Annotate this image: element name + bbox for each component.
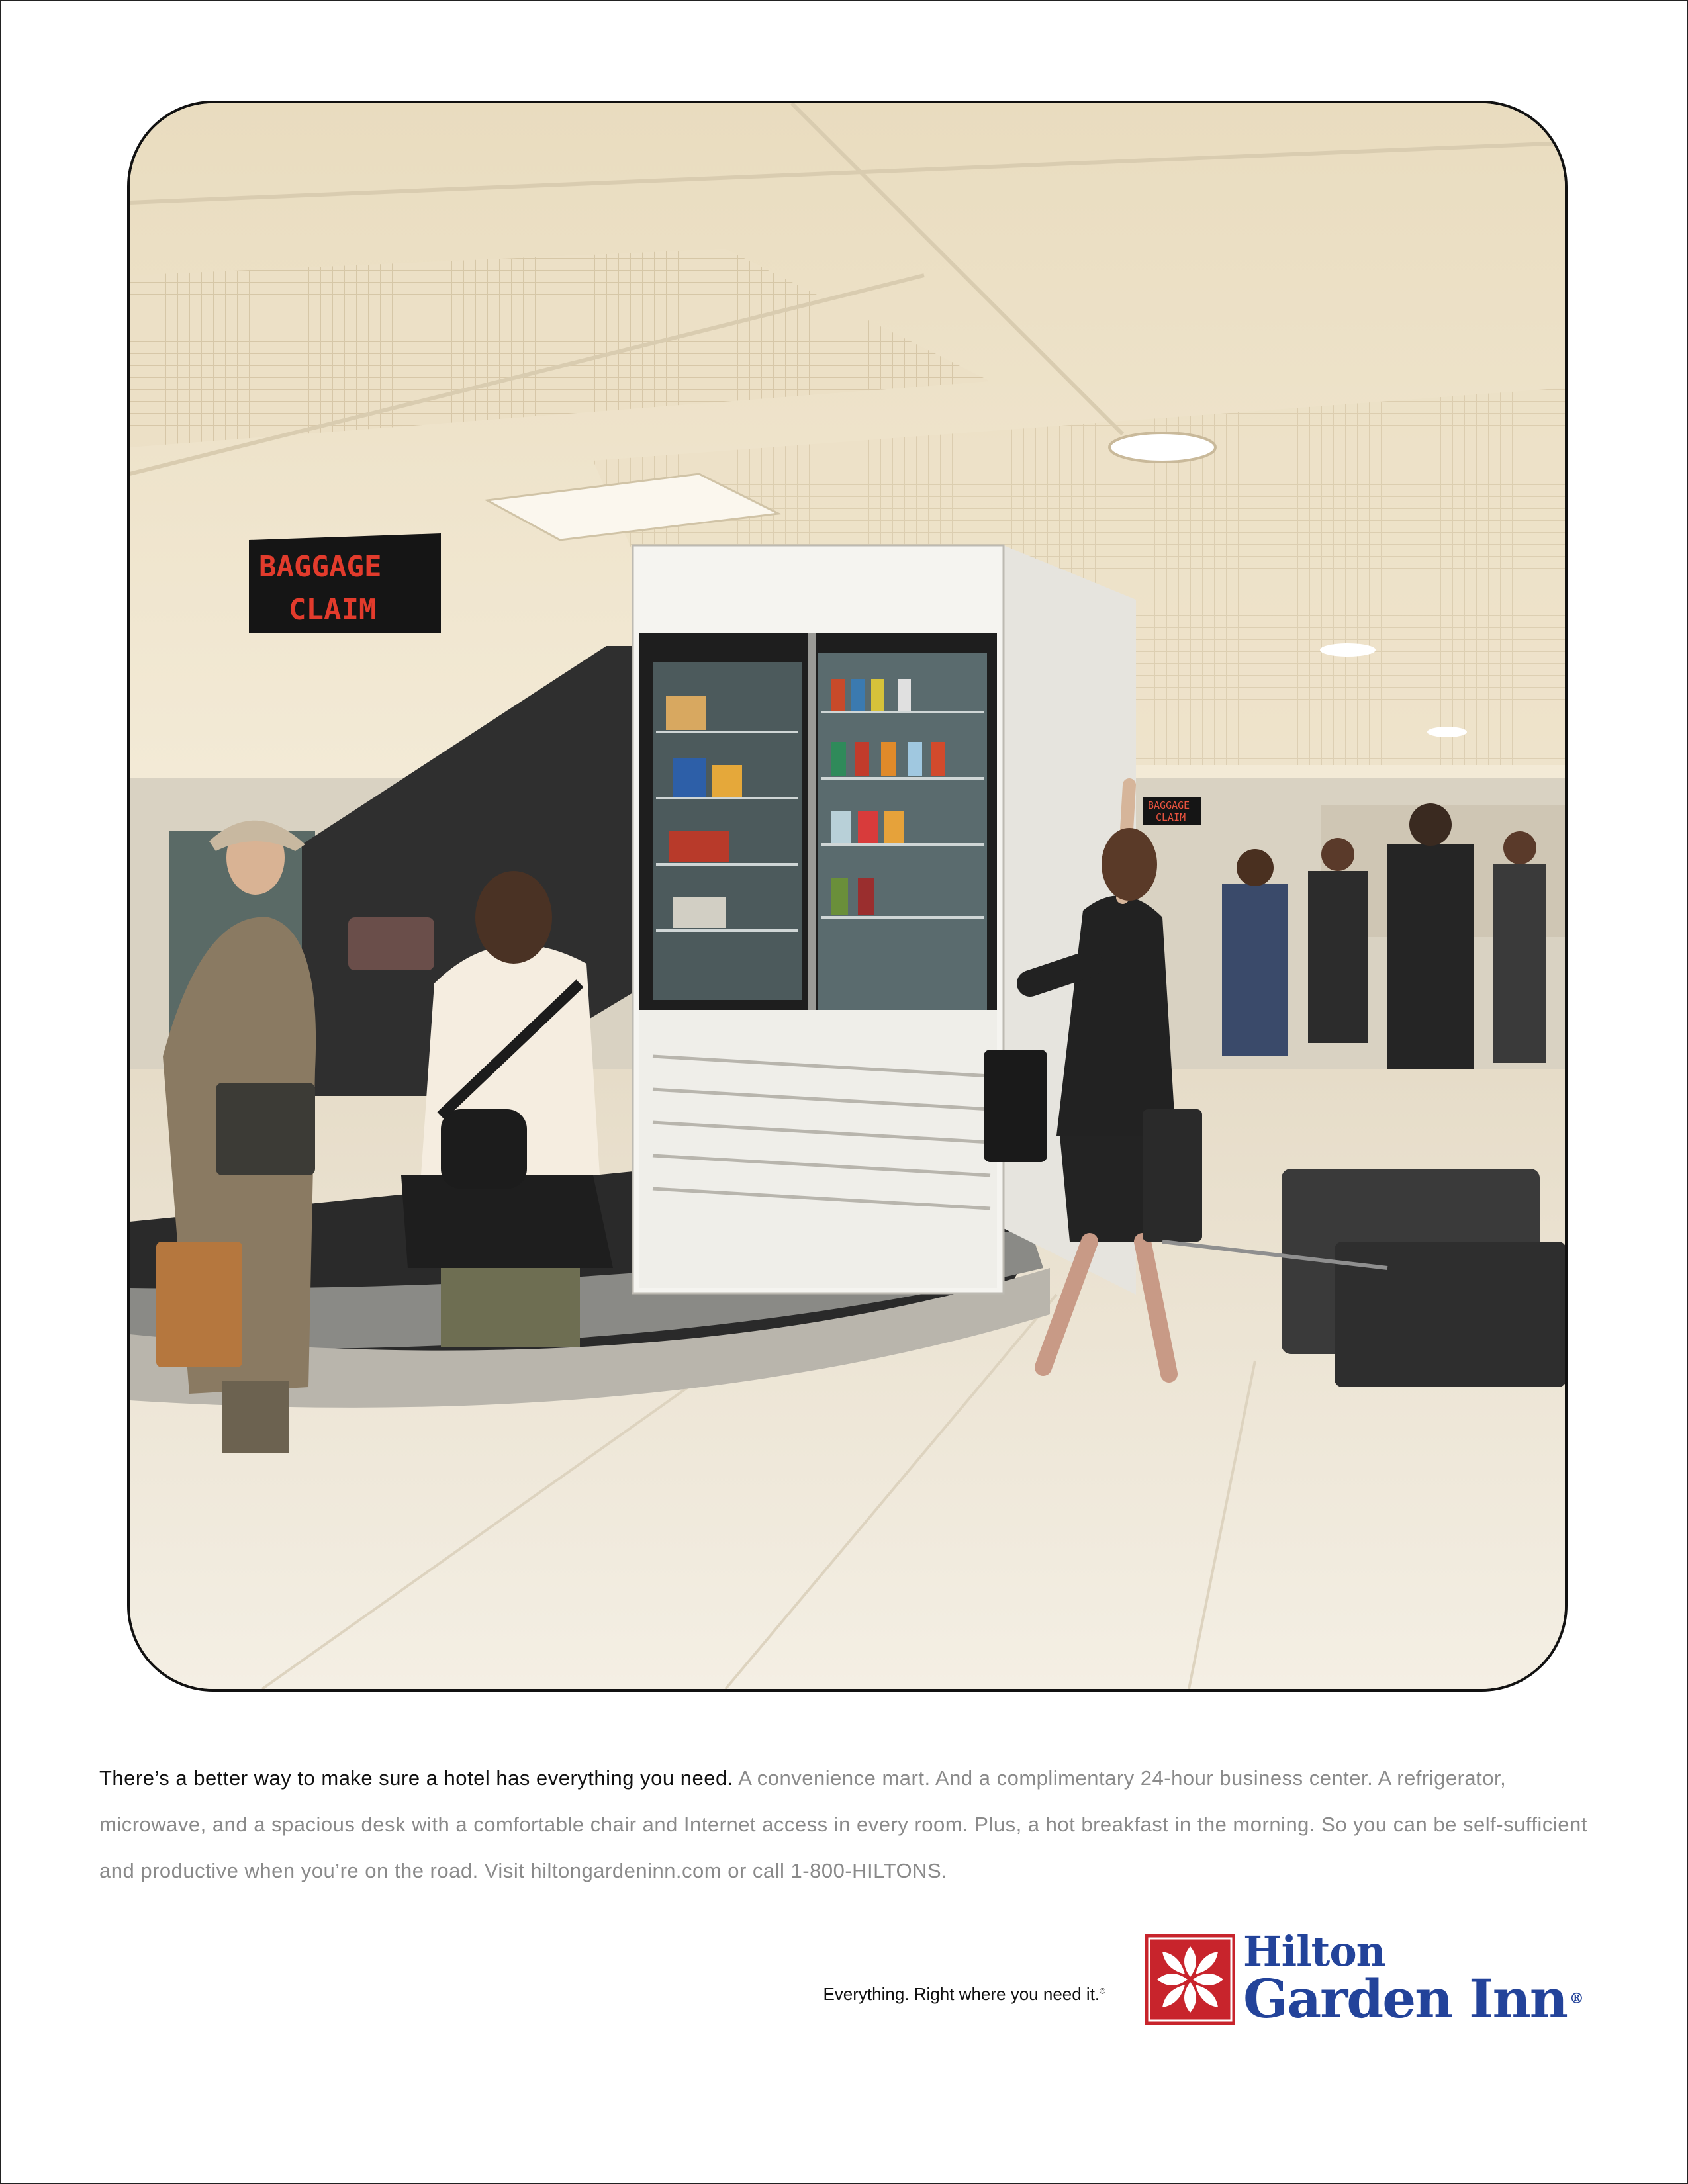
tagline-registered-mark: ®	[1100, 1986, 1105, 1996]
body-sentences: A convenience mart. And a complimentary 24-hour business center. A refrigerator, microwave, and a spacious desk with a comfortable chair and Internet access in every room. Plus, a hot breakfast in the morning. So you can be self-sufficient and productive when you’re on the road. Visit hiltongardeninn.com or call 1-800-HILTONS.	[99, 1766, 1587, 1882]
brand-tagline	[715, 1984, 1105, 2005]
shoulder-bag	[441, 1109, 527, 1189]
briefcase	[156, 1242, 242, 1367]
hilton-garden-inn-emblem-icon	[1145, 1934, 1235, 2025]
baggage-claim-sign	[249, 533, 441, 633]
hero-photo	[127, 101, 1568, 1692]
ad-body-copy	[99, 1755, 1589, 1894]
svg-text:BAGGAGE: BAGGAGE	[259, 550, 382, 584]
ceiling-downlight-3	[1427, 727, 1467, 737]
ceiling-downlight-2	[1320, 643, 1376, 657]
handbag	[984, 1050, 1047, 1162]
tagline-text: Everything. Right where you need it.	[823, 1984, 1100, 2004]
headline-sentence: There’s a better way to make sure a hotel has everything you need.	[99, 1766, 733, 1790]
logo-garden-inn-text: Garden Inn	[1243, 1968, 1567, 2030]
svg-text:BAGGAGE: BAGGAGE	[1148, 799, 1190, 811]
ceiling-downlight	[1109, 433, 1215, 462]
svg-text:CLAIM: CLAIM	[1156, 811, 1186, 823]
distant-baggage-sign	[1143, 797, 1201, 825]
logo-garden-inn-words	[1243, 1968, 1583, 2030]
logo-hilton-word: Hilton	[1243, 1927, 1385, 1976]
baggage-claim-scene	[130, 103, 1565, 1689]
logo-registered-mark: ®	[1569, 1990, 1583, 2007]
hilton-garden-inn-logo	[1243, 1927, 1583, 2030]
svg-text:CLAIM: CLAIM	[289, 593, 377, 627]
convenience-refrigerator	[633, 545, 1136, 1295]
